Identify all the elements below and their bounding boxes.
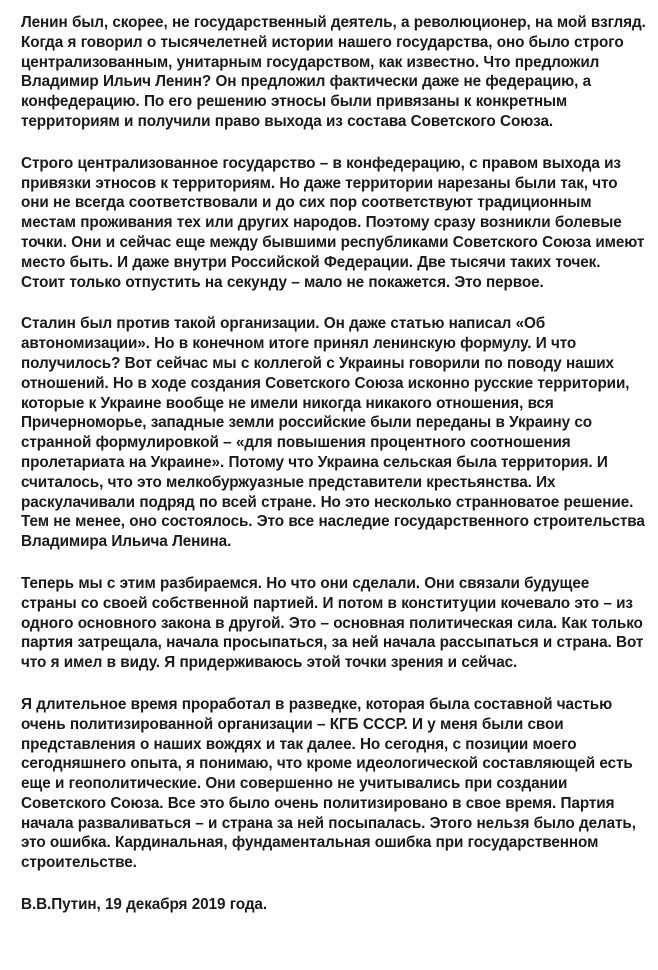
signature: В.В.Путин, 19 декабря 2019 года. — [21, 896, 267, 914]
paragraph-1: Ленин был, скорее, не государственный деятель, а революционер, на мой взгляд. Когда я говорил о тысячелетней истории нашего государства, оно было строго централизованным, унитарным государством, как известно. Что предложил Владимир Ильич Ленин? Он предложил фактически даже не федерацию, а конфедерацию. По его решению этносы были привязаны к конкретным территориям и получили право выхода из состава Советского Союза. — [21, 14, 646, 130]
quote-text — [21, 13, 648, 915]
paragraph-3: Сталин был против такой организации. Он даже статью написал «Об автономизации». Но в конечном итоге принял ленинскую формулу. И что получилось? Вот сейчас мы с коллегой с Украины говорили по поводу наших отношений. Но в ходе создания Советского Союза исконно русские территории, которые к Украине вообще не имели никогда никакого отношения, вся Причерноморье, западные земли российские были переданы в Украину со странной формулировкой – «для повышения процентного соотношения пролетариата на Украине». Потому что Украина сельская была территория. И считалось, что это мелкобуржуазные представители крестьянства. Их раскулачивали подряд по всей стране. Но это несколько странноватое решение. Тем не менее, оно состоялось. Это все наследие государственного строительства Владимира Ильича Ленина. — [21, 315, 645, 551]
paragraph-4: Теперь мы с этим разбираемся. Но что они сделали. Они связали будущее страны со своей собственной партией. И потом в конституции кочевало это – из одного основного закона в другой. Это – основная политическая сила. Как только партия затрещала, начала просыпаться, за ней начала рассыпаться и страна. Вот что я имел в виду. Я придерживаюсь этой точки зрения и сейчас. — [21, 574, 644, 672]
paragraph-5: Я длительное время проработал в разведке, которая была составной частью очень политизированной организации – КГБ СССР. И у меня были свои представления о наших вождях и так далее. Но сегодня, с позиции моего сегодняшнего опыта, я понимаю, что кроме идеологической составляющей есть еще и геополитические. Они совершенно не учитывались при создании Советского Союза. Все это было очень политизировано в свое время. Партия начала разваливаться – и страна за ней посыпалась. Этого нельзя было делать, это ошибка. Кардинальная, фундаментальная ошибка при государственном строительстве. — [21, 695, 636, 872]
paragraph-2: Строго централизованное государство – в конфедерацию, с правом выхода из привязки этносов к территориям. Но даже территории нарезаны были так, что они не всегда соответствовали и до сих пор соответствуют традиционным местам проживания тех или других народов. Поэтому сразу возникли болевые точки. Они и сейчас еще между бывшими республиками Советского Союза имеют место быть. И даже внутри Российской Федерации. Две тысячи таких точек. Стоит только отпустить на секунду – мало не покажется. Это первое. — [21, 154, 645, 291]
